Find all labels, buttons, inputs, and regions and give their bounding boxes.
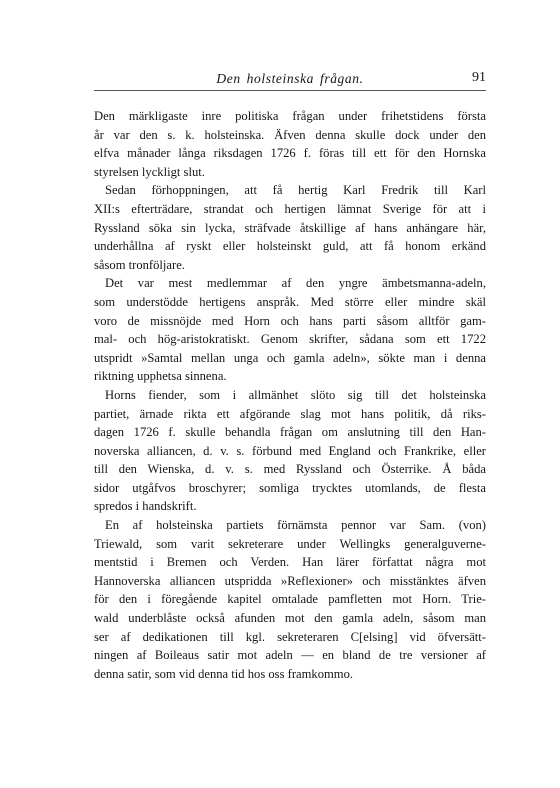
text-line: underhållna af ryskt eller holsteinskt guld, att få honom erkänd bbox=[94, 239, 486, 254]
text-line: Den märkligaste inre politiska frågan under frihetstidens första bbox=[94, 109, 486, 123]
text-line: år var den s. k. holsteinska. Äfven denna skulle dock under den bbox=[94, 127, 486, 142]
text-line: Ryssland söka sin lycka, sträfvade åtskillige af hans anhängare här, bbox=[94, 220, 486, 235]
body-text bbox=[94, 107, 486, 683]
text-line: En af holsteinska partiets förnämsta pennor var Sam. (von) bbox=[105, 518, 486, 533]
text-line: Sedan förhoppningen, att få hertig Karl Fredrik till Karl bbox=[105, 183, 486, 198]
text-line: mentstid i Bremen och Verden. Han lärer författat några mot bbox=[94, 555, 486, 570]
text-line: styrelsen lyckligt slut. bbox=[94, 164, 205, 179]
page-number: 91 bbox=[472, 70, 486, 85]
text-line: som understödde hertigens anspråk. Med större eller mindre skäl bbox=[94, 294, 486, 309]
paragraph bbox=[94, 107, 486, 181]
page-header bbox=[94, 70, 486, 91]
text-line: ningen af Boileaus satir mot adeln — en bland de tre versioner af bbox=[94, 648, 486, 663]
text-line: mal- och hög-aristokratiskt. Genom skrifter, sådana som ett 1722 bbox=[94, 332, 486, 347]
text-line: spredos i handskrift. bbox=[94, 499, 197, 514]
text-line: Det var mest medlemmar af den yngre ämbetsmanna-adeln, bbox=[105, 276, 486, 291]
text-line: Horns fiender, som i allmänhet slöto sig till det holsteinska bbox=[105, 387, 486, 402]
text-line: utspridt »Samtal mellan unga och gamla adeln», sökte man i denna bbox=[94, 350, 486, 365]
text-line: Triewald, som varit sekreterare under Wellingks generalguverne- bbox=[94, 536, 486, 551]
paragraph bbox=[94, 516, 486, 683]
text-line: XII:s efterträdare, strandat och hertigen lämnat Sverige för att i bbox=[94, 201, 486, 216]
text-line: noverska alliancen, d. v. s. förbund med England och Frankrike, eller bbox=[94, 443, 486, 458]
paragraph bbox=[94, 274, 486, 386]
text-line: till den Wienska, d. v. s. med Ryssland och Österrike. Å båda bbox=[94, 462, 486, 477]
text-line: Hannoverska alliancen utspridda »Reflexioner» och misstänktes äfven bbox=[94, 573, 486, 588]
text-line: elfva månader långa riksdagen 1726 f. föras till ett för den Hornska bbox=[94, 146, 486, 161]
text-line: ser af dedikationen till kgl. sekreteraren C[elsing] vid öfversätt- bbox=[94, 629, 486, 644]
paragraph bbox=[94, 181, 486, 274]
text-line: denna satir, som vid denna tid hos oss framkommo. bbox=[94, 666, 354, 681]
paragraph bbox=[94, 386, 486, 516]
text-line: dagen 1726 f. skulle behandla frågan om anslutning till den Han- bbox=[94, 425, 486, 440]
text-line: för den i föregående kapitel omtalade pamfletten mot Horn. Trie- bbox=[94, 592, 486, 607]
text-line: sidor utgåfvos broschyrer; somliga trycktes utomlands, de flesta bbox=[94, 480, 486, 495]
running-title: Den holsteinska frågan. bbox=[216, 71, 364, 86]
text-line: såsom tronföljare. bbox=[94, 257, 185, 272]
text-line: voro de missnöjde med Horn och hans parti såsom alltför gam- bbox=[94, 313, 486, 328]
text-line: wald underblåste också afunden mot den gamla adeln, såsom man bbox=[94, 611, 486, 626]
text-line: riktning upphetsa sinnena. bbox=[94, 369, 227, 384]
text-line: partiet, ärnade rikta ett afgörande slag mot hans politik, då riks- bbox=[94, 406, 486, 421]
